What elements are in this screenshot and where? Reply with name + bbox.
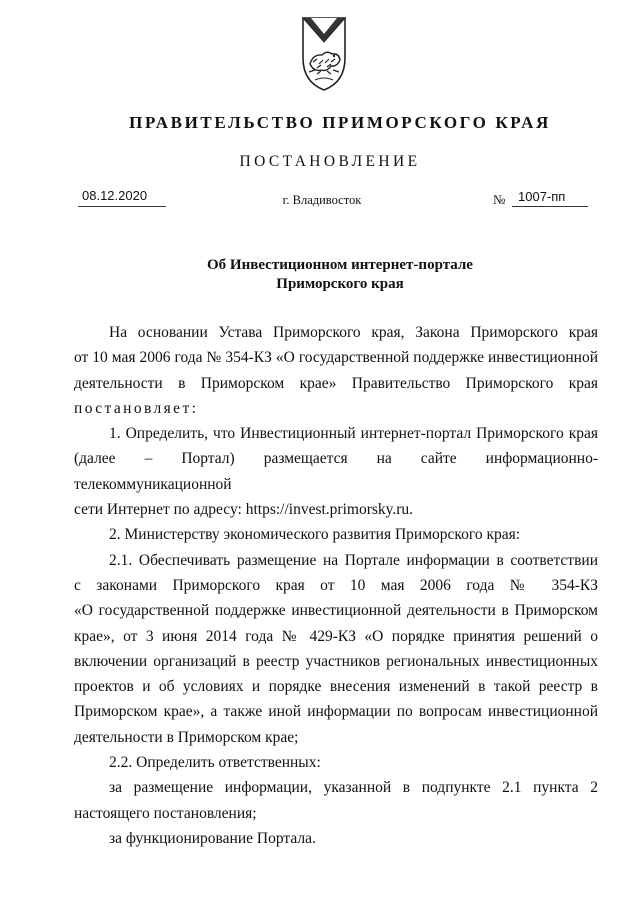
number-sign: № [493,192,506,207]
document-number: 1007-пп [518,189,566,204]
preamble-line-1: На основании Устава Приморского края, Закона Приморского края [109,324,598,341]
number-underline [512,206,588,207]
document-date: 08.12.2020 [82,188,148,203]
preamble-line-2: от 10 мая 2006 года № 354-КЗ «О государственной поддержке инвестиционной [74,349,598,367]
document-body [74,320,598,851]
subject-line-2: Приморского края [276,276,404,292]
item-2-1-line-8: деятельности в Приморском крае; [74,728,299,746]
item-1-line-2: (далее – Портал) размещается на сайте информационно-телекоммуникационной [74,450,598,493]
date-underline [78,206,166,207]
item-2-1-line-3: «О государственной поддержке инвестиционной деятельности в Приморском [74,602,598,620]
responsible-1-line-2: настоящего постановления; [74,804,257,822]
primorsky-coat-of-arms-icon [297,12,351,92]
item-2-1-line-7: Приморском крае», а также иной информации по вопросам инвестиционной [74,703,598,721]
document-subject [0,256,640,294]
item-1-line-1: 1. Определить, что Инвестиционный интернет-портал Приморского края [109,425,598,443]
item-2-1-line-4: крае», от 3 июня 2014 года № 429-КЗ «О порядке принятия решений о [74,627,598,645]
item-2: 2. Министерству экономического развития Приморского края: [109,526,521,544]
government-title: ПРАВИТЕЛЬСТВО ПРИМОРСКОГО КРАЯ [129,113,551,132]
document-city: г. Владивосток [282,193,362,207]
preamble-line-3: деятельности в Приморском крае» Правительство Приморского края [74,374,598,392]
responsible-2: за функционирование Портала. [109,829,316,847]
responsible-1-line-1: за размещение информации, указанной в подпункте 2.1 пункта 2 [109,779,598,797]
item-2-2: 2.2. Определить ответственных: [109,754,321,772]
document-type: ПОСТАНОВЛЕНИЕ [239,153,421,170]
preamble-line-4: постановляет: [74,399,199,417]
item-2-1-line-2: с законами Приморского края от 10 мая 2006 года № 354-КЗ [74,576,598,594]
subject-line-1: Об Инвестиционном интернет-портале [207,257,473,273]
item-1-line-3: сети Интернет по адресу: https://invest.primorsky.ru. [74,501,414,519]
item-2-1-line-1: 2.1. Обеспечивать размещение на Портале информации в соответствии [109,551,598,569]
item-2-1-line-5: включении организаций в реестр участников региональных инвестиционных [74,652,598,670]
item-2-1-line-6: проектов и об условиях и порядке внесения изменений в такой реестр в [74,678,598,696]
